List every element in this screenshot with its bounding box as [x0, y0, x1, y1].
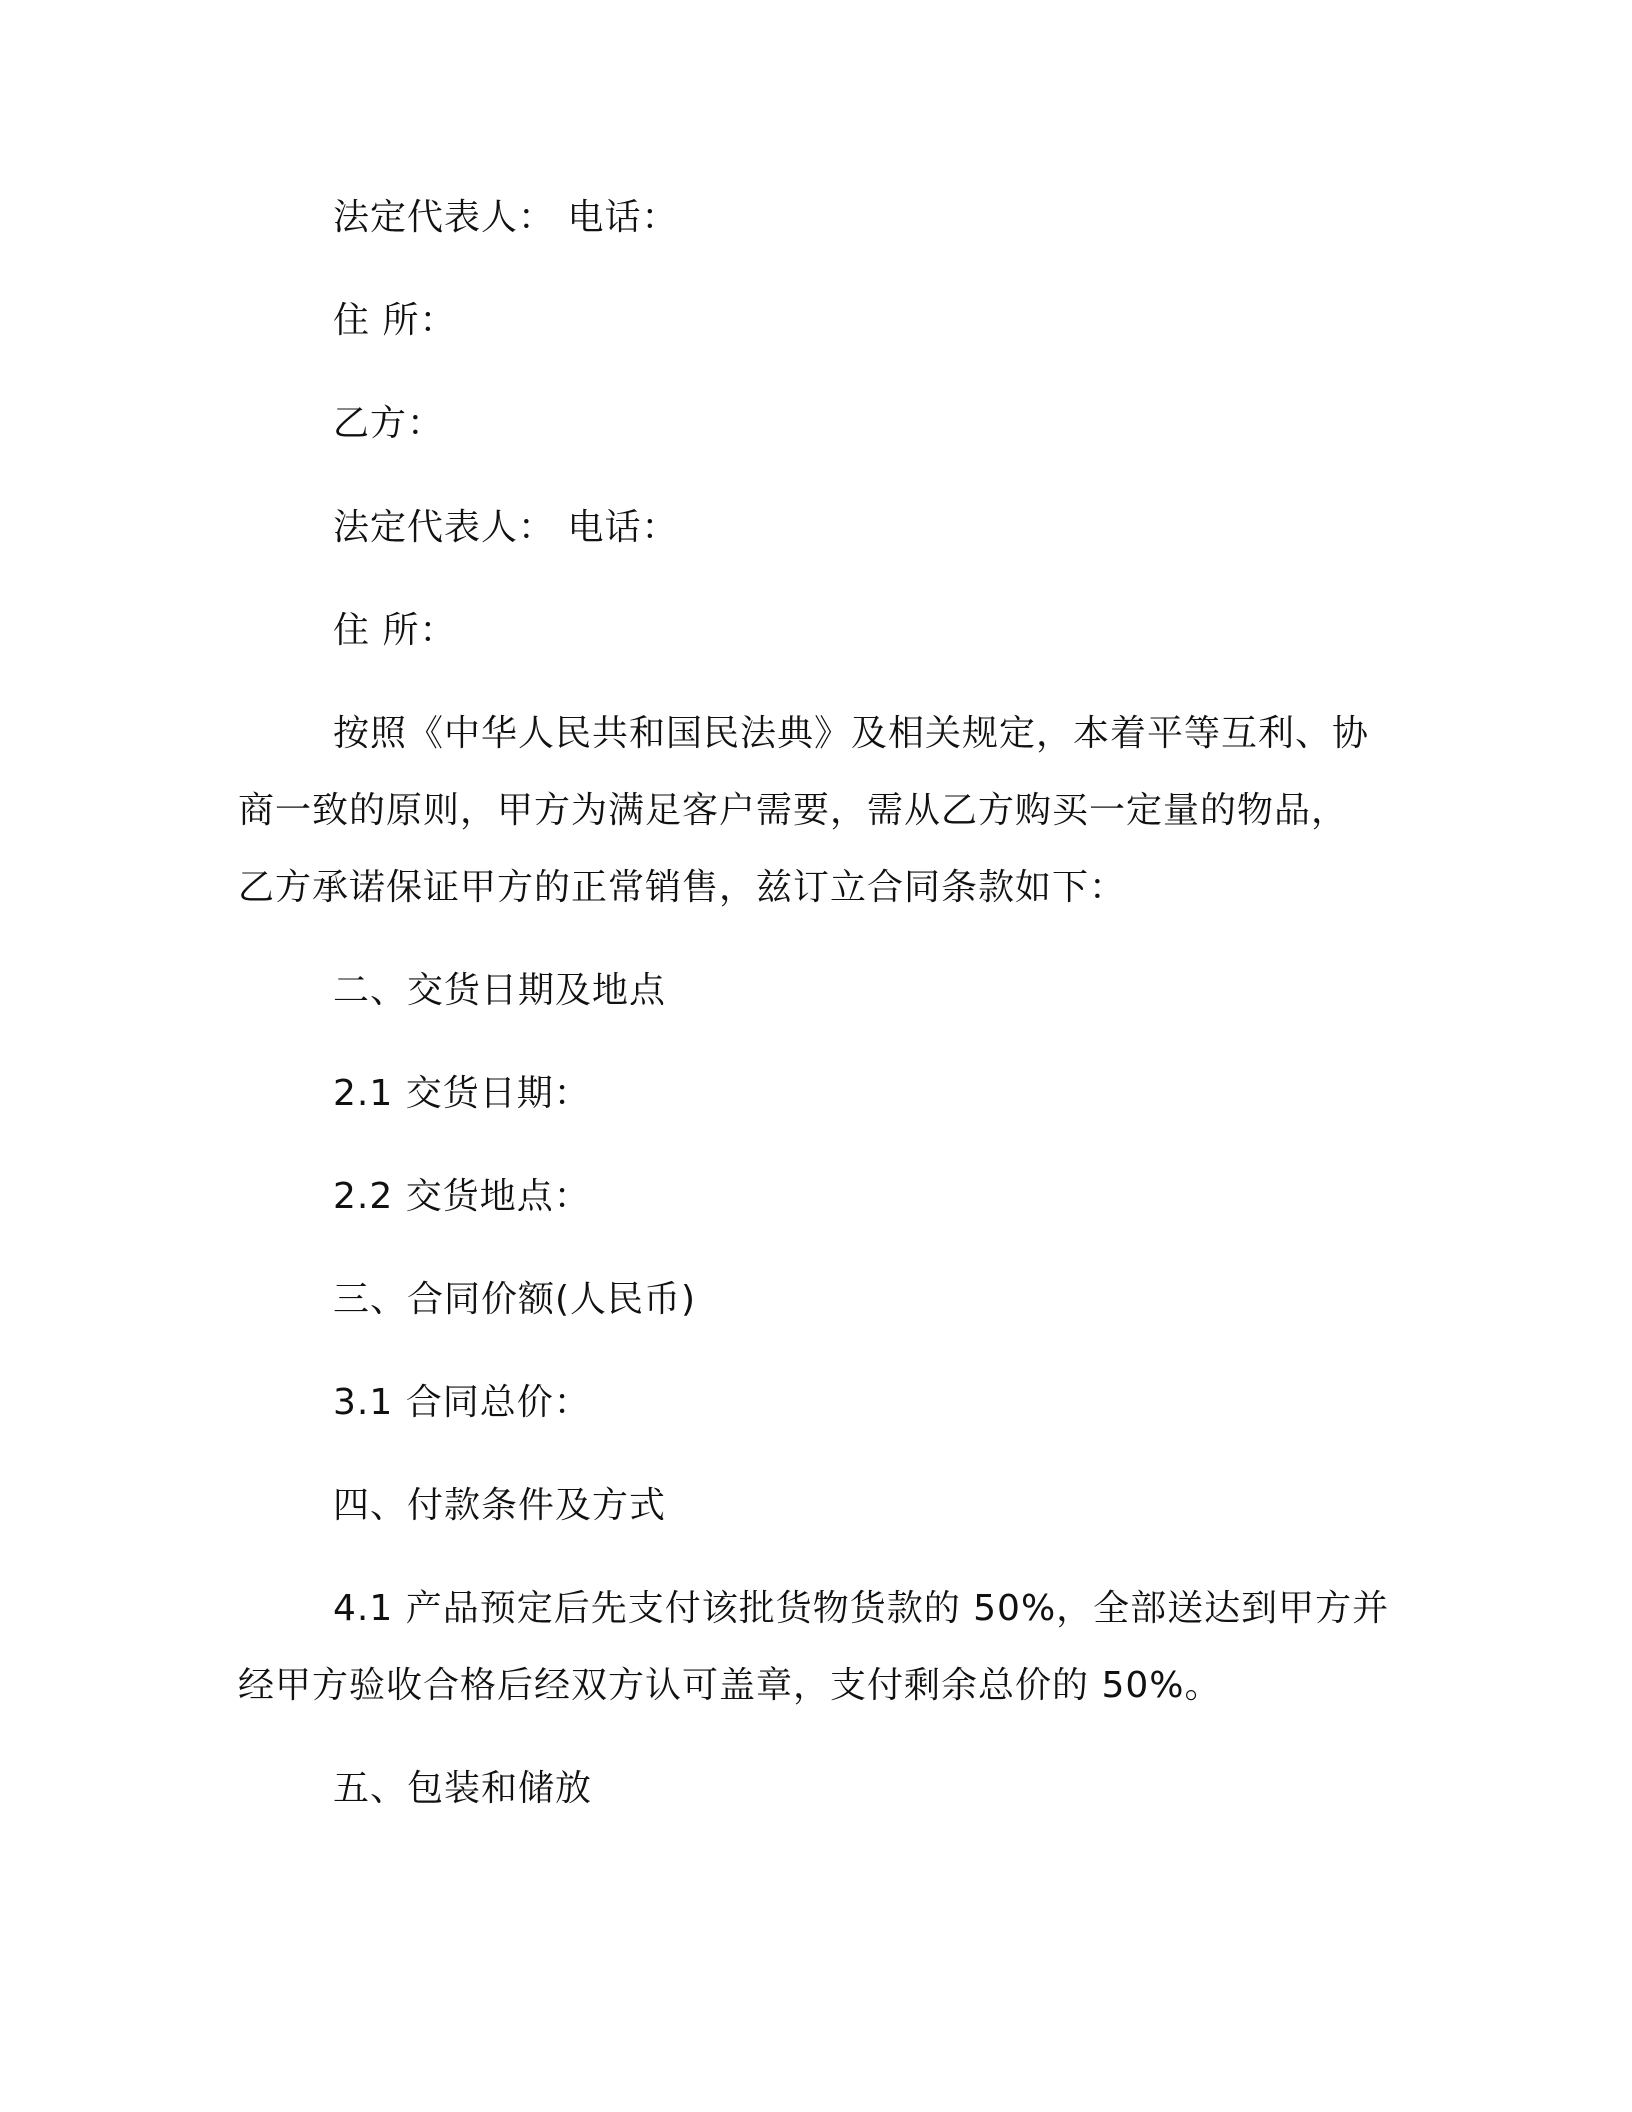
preamble-line-2: 商一致的原则，甲方为满足客户需要，需从乙方购买一定量的物品，: [238, 790, 1349, 831]
clause-2-2: 2.2 交货地点：: [333, 1176, 591, 1217]
clause-2-1: 2.1 交货日期：: [333, 1073, 591, 1114]
section-3-heading: 三、合同价额(人民币): [333, 1279, 697, 1320]
party-a-representative-phone: 法定代表人： 电话：: [333, 197, 679, 238]
preamble-line-3: 乙方承诺保证甲方的正常销售，兹订立合同条款如下：: [238, 867, 1127, 908]
section-5-heading: 五、包装和储放: [333, 1768, 593, 1809]
preamble-line-1: 按照《中华人民共和国民法典》及相关规定，本着平等互利、协: [333, 713, 1370, 754]
clause-4-1-line-2: 经甲方验收合格后经双方认可盖章，支付剩余总价的 50%。: [238, 1665, 1222, 1706]
section-2-heading: 二、交货日期及地点: [333, 970, 667, 1011]
section-4-heading: 四、付款条件及方式: [333, 1485, 667, 1526]
clause-3-1: 3.1 合同总价：: [333, 1382, 591, 1423]
clause-4-1-line-1: 4.1 产品预定后先支付该批货物货款的 50%，全部送达到甲方并: [333, 1588, 1390, 1629]
party-b-address: 住 所：: [333, 610, 457, 651]
party-b-label: 乙方：: [333, 403, 445, 444]
party-a-address: 住 所：: [333, 300, 457, 341]
party-b-representative-phone: 法定代表人： 电话：: [333, 507, 679, 548]
